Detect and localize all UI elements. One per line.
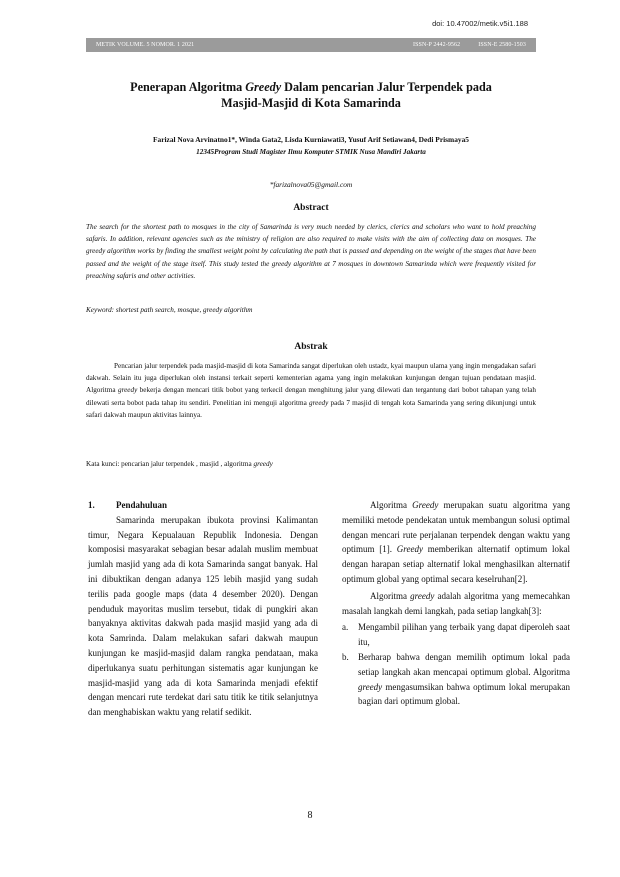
para-part: merupakan suatu algoritma yang memiliki metode pendekatan untuk membangun solusi optimal dengan mencari rute perjalanan terpendek dengan waktu yang optimum [1].	[342, 500, 570, 555]
para-part: Algoritma	[370, 500, 413, 510]
list-italic: greedy	[358, 681, 383, 692]
title-line-2: Masjid-Masjid di Kota Samarinda	[221, 96, 401, 110]
list-text	[358, 620, 570, 650]
abstrak-italic: greedy	[117, 386, 138, 395]
para-italic: Greedy	[396, 544, 423, 555]
keywords-english: Keyword: shortest path search, mosque, greedy algorithm	[86, 306, 253, 314]
list-text-part: Mengambil pilihan yang terbaik yang dapat diperoleh saat itu,	[358, 622, 570, 648]
list-text	[358, 650, 570, 709]
title-part: Dalam pencarian Jalur Terpendek pada	[281, 80, 492, 94]
list-marker: b.	[342, 651, 349, 662]
issn-print: ISSN-P 2442-9562	[413, 42, 461, 48]
abstract-english-text: The search for the shortest path to mosques in the city of Samarinda is very much needed by clerics, clerics and scholars who want to hold preaching safaris. In addition, relevant agencies such as the ministry of religion are also required to make visits with the aim of collecting data on mosques. The greedy algorithm works by finding the smallest weight point by calculating the path that is passed and depending on the weight of the stages that have been passed and the weight of the stage itself. This study tested the greedy algorithm at 7 mosques in downtown Samarinda which were frequently visited for preaching safaris and other activities.	[86, 223, 536, 280]
abstrak-heading: Abstrak	[294, 342, 328, 352]
body-paragraph: Samarinda merupakan ibukota provinsi Kalimantan timur, Negara Kepualauan Republik Indonesia. Dengan komposisi masyarakat sebagian besar adalah muslim membuat jumlah masjid yang ada di kota Samarinda sangat banyak. Hal ini dibuktikan dengan adanya 125 lebih masjid yang sudah terilis pada google maps (data 4 desember 2020). Dengan penduduk mayoritas muslim tersebut, tidak di pungkiri akan banyaknya aktivitas dakwah pada masjid masjid yang ada di kota Samrinda. Dalam melakukan safari dakwah maupun kunjungan ke masjid-masjid dalam rangka pendataan, maka diperlukanya suatu perhitungan sistematis agar kunjungan ke masjid-masjid yang ada di kota Samarinda menjadi efektif dengan mencari rute terdekat dari satu titik ke titik selanjutnya dan menghabiskan waktu yang relatif sedikit.	[88, 514, 318, 718]
abstract-heading: Abstract	[293, 203, 329, 213]
list-text-part: mengasumsikan bahwa optimum lokal merupakan bagian dari optimum global.	[358, 681, 570, 707]
issn-electronic: ISSN-E 2580-1503	[478, 42, 526, 48]
author-list: Farizal Nova Arvinatno1*, Winda Gata2, Lisda Kurniawati3, Yusuf Arif Setiawan4, Dedi Prismaya5	[153, 135, 469, 144]
keywords-value: pencarian jalur terpendek , masjid , algoritma	[119, 460, 254, 468]
abstrak-part: bekerja dengan mencari titik bobot yang terkecil dengan menghitung jalur yang dilewati dan tergantung dari bobot tahapan yang telah dilewati serta bobot pada tahap itu sendiri. Penelitian ini menguji algoritma	[86, 386, 536, 407]
paper-title	[86, 79, 536, 111]
para-italic: Greedy	[412, 500, 439, 510]
section-title: Pendahuluan	[116, 500, 168, 510]
body-column-right	[342, 498, 570, 709]
journal-volume: METIK VOLUME. 5 NOMOR. 1 2021	[96, 42, 195, 48]
body-paragraph	[342, 589, 570, 619]
para-italic: greedy	[410, 590, 435, 601]
abstrak-indonesian-text	[86, 360, 536, 421]
title-italic: Greedy	[245, 80, 282, 94]
page-number: 8	[307, 810, 313, 821]
affiliation: 12345Program Studi Magister Ilmu Komputer STMIK Nusa Mandiri Jakarta	[196, 148, 426, 156]
journal-header-bar	[86, 38, 536, 52]
abstrak-part: pada 7 masjid di tengah kota Samarinda yang sering dikunjungi untuk safari dakwah maupun aktivitas lainnya.	[86, 398, 536, 419]
section-heading	[88, 498, 318, 513]
para-part: memberikan alternatif optimum lokal dengan harapan setiap alternatif lokal menghasilkan alternatif optimum global yang optimal secara keselruhan[2].	[342, 544, 570, 584]
body-column-left	[88, 498, 318, 722]
list-item	[342, 650, 570, 709]
abstrak-part: Pencarian jalur terpendek pada masjid-masjid di kota Samarinda sangat diperlukan oleh ustadz, kyai maupun ulama yang ingin mengadakan safari dakwah. Selain itu juga diperlukan oleh instansi terkait seperti kementerian agama yang ingin melakukan kunjungan dengan tujuan pendataan masjid. Algoritma	[86, 362, 536, 395]
title-part: Penerapan Algoritma	[130, 80, 246, 94]
doi-label: doi: 10.47002/metik.v5i1.188	[432, 19, 528, 28]
body-paragraph	[342, 498, 570, 587]
abstrak-italic: greedy	[309, 398, 329, 407]
keywords-label: Kata kunci:	[86, 460, 120, 468]
para-part: adalah algoritma yang memecahkan masalah langkah demi langkah, pada setiap langkah[3]:	[342, 590, 570, 616]
list-item	[342, 620, 570, 650]
keywords-indonesian	[86, 460, 536, 468]
list-text-part: Berharap bahwa dengan memilih optimum lokal pada setiap langkah akan mencapai optimum global. Algoritma	[358, 651, 570, 677]
corresponding-email: *farizalnova05@gmail.com	[269, 180, 353, 189]
keywords-italic: greedy	[253, 460, 273, 468]
list-marker: a.	[342, 622, 349, 633]
para-part: Algoritma	[370, 590, 411, 601]
section-number: 1.	[88, 500, 95, 510]
step-list	[342, 620, 570, 709]
